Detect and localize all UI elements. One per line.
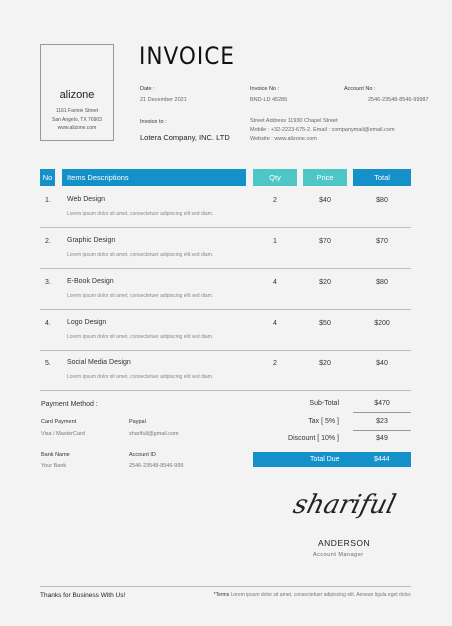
subtotal-value: $470 xyxy=(374,400,390,407)
client-company: Lotera Company, INC. LTD xyxy=(140,133,230,142)
signer-name: ANDERSON xyxy=(318,538,371,548)
brand-website: www.alizone.com xyxy=(57,125,97,131)
paypal-value: sharifull@gmail.com xyxy=(129,431,179,437)
row-description: Lorem ipsum dolor sit amet, consectetuer adipiscing elit sed diam. xyxy=(67,334,214,340)
header-price: Price xyxy=(303,169,347,186)
row-qty: 1 xyxy=(273,238,277,245)
row-number: 5. xyxy=(45,360,51,367)
row-title: Logo Design xyxy=(67,319,107,326)
card-payment-value: Visa / MasterCard xyxy=(41,431,85,437)
row-description: Lorem ipsum dolor sit amet, consectetuer adipiscing elit sed diam. xyxy=(67,211,214,217)
client-address: Street Address 11930 Chapel Street xyxy=(250,118,338,124)
company-logo-box xyxy=(40,44,114,141)
row-description: Lorem ipsum dolor sit amet, consectetuer adipiscing elit sed diam. xyxy=(67,374,214,380)
totals-divider xyxy=(353,412,411,413)
invoice-title: INVOICE xyxy=(139,42,235,70)
row-price: $70 xyxy=(319,238,331,245)
row-number: 2. xyxy=(45,238,51,245)
bank-name-label: Bank Name xyxy=(41,452,70,458)
date-value: 21 December 2021 xyxy=(140,97,187,103)
row-price: $40 xyxy=(319,197,331,204)
signature: shariful xyxy=(290,490,399,520)
row-qty: 2 xyxy=(273,360,277,367)
row-number: 1. xyxy=(45,197,51,204)
row-total: $70 xyxy=(376,238,388,245)
row-description: Lorem ipsum dolor sit amet, consectetuer adipiscing elit sed diam. xyxy=(67,252,214,258)
row-title: Graphic Design xyxy=(67,237,116,244)
card-payment-label: Card Payment xyxy=(41,419,77,425)
header-description: Items Descriptions xyxy=(62,169,246,186)
header-qty: Qty xyxy=(253,169,297,186)
subtotal-label: Sub-Total xyxy=(309,400,339,407)
invoice-to-label: Invoice to : xyxy=(140,119,167,125)
account-id-value: 2546-23548-8546-999 xyxy=(129,463,184,469)
row-number: 3. xyxy=(45,279,51,286)
total-due-value: $444 xyxy=(374,456,390,463)
payment-method-heading: Payment Method : xyxy=(41,401,98,408)
tax-value: $23 xyxy=(376,418,388,425)
table-row xyxy=(40,350,411,391)
tax-label: Tax [ 5% ] xyxy=(308,418,339,425)
row-total: $80 xyxy=(376,197,388,204)
row-qty: 4 xyxy=(273,279,277,286)
row-title: E-Book Design xyxy=(67,278,114,285)
row-price: $50 xyxy=(319,320,331,327)
account-no-value: 2546-23548-8546-99987 xyxy=(368,97,429,103)
date-label: Date : xyxy=(140,86,155,92)
discount-value: $49 xyxy=(376,435,388,442)
client-contact: Mobile : +32-2223-675-2. Email : companymail@email.com xyxy=(250,127,395,133)
total-due-bar xyxy=(253,452,411,467)
totals-divider xyxy=(353,430,411,431)
header-no: No xyxy=(40,169,55,186)
invoice-no-label: Invoice No : xyxy=(250,86,280,92)
footer-divider xyxy=(40,586,411,587)
account-id-label: Account ID xyxy=(129,452,156,458)
discount-label: Discount [ 10% ] xyxy=(288,435,339,442)
table-row xyxy=(40,228,411,269)
table-row xyxy=(40,310,411,351)
row-price: $20 xyxy=(319,360,331,367)
terms-text xyxy=(200,592,411,598)
row-total: $80 xyxy=(376,279,388,286)
header-total: Total xyxy=(353,169,411,186)
row-total: $200 xyxy=(374,320,390,327)
paypal-label: Paypal xyxy=(129,419,146,425)
row-number: 4. xyxy=(45,320,51,327)
invoice-no-value: BND-LD 45286 xyxy=(250,97,288,103)
signer-role: Account Manager xyxy=(313,552,364,558)
table-row xyxy=(40,187,411,228)
table-row xyxy=(40,269,411,310)
thanks-message: Thanks for Business With Us! xyxy=(40,592,126,599)
row-title: Web Design xyxy=(67,196,106,203)
row-total: $40 xyxy=(376,360,388,367)
row-price: $20 xyxy=(319,279,331,286)
account-no-label: Account No : xyxy=(344,86,376,92)
row-title: Social Media Design xyxy=(67,359,131,366)
brand-address xyxy=(41,107,113,133)
terms-label: *Terms xyxy=(213,592,230,598)
row-qty: 4 xyxy=(273,320,277,327)
row-description: Lorem ipsum dolor sit amet, consectetuer adipiscing elit sed diam. xyxy=(67,293,214,299)
brand-address-line: 1161 Fannie Street xyxy=(55,108,99,114)
brand-name: alizone xyxy=(59,89,95,101)
client-website: Website : www.alizone.com xyxy=(250,136,317,142)
total-due-label: Total Due xyxy=(310,456,340,463)
row-qty: 2 xyxy=(273,197,277,204)
bank-name-value: Your Bank xyxy=(41,463,67,469)
terms-body: Lorem ipsum dolor sit amet, consectetuer adipiscing elit. Aenean ligula eget doloc xyxy=(230,592,411,598)
brand-address-line: San Angelo, TX 76903 xyxy=(52,116,102,123)
